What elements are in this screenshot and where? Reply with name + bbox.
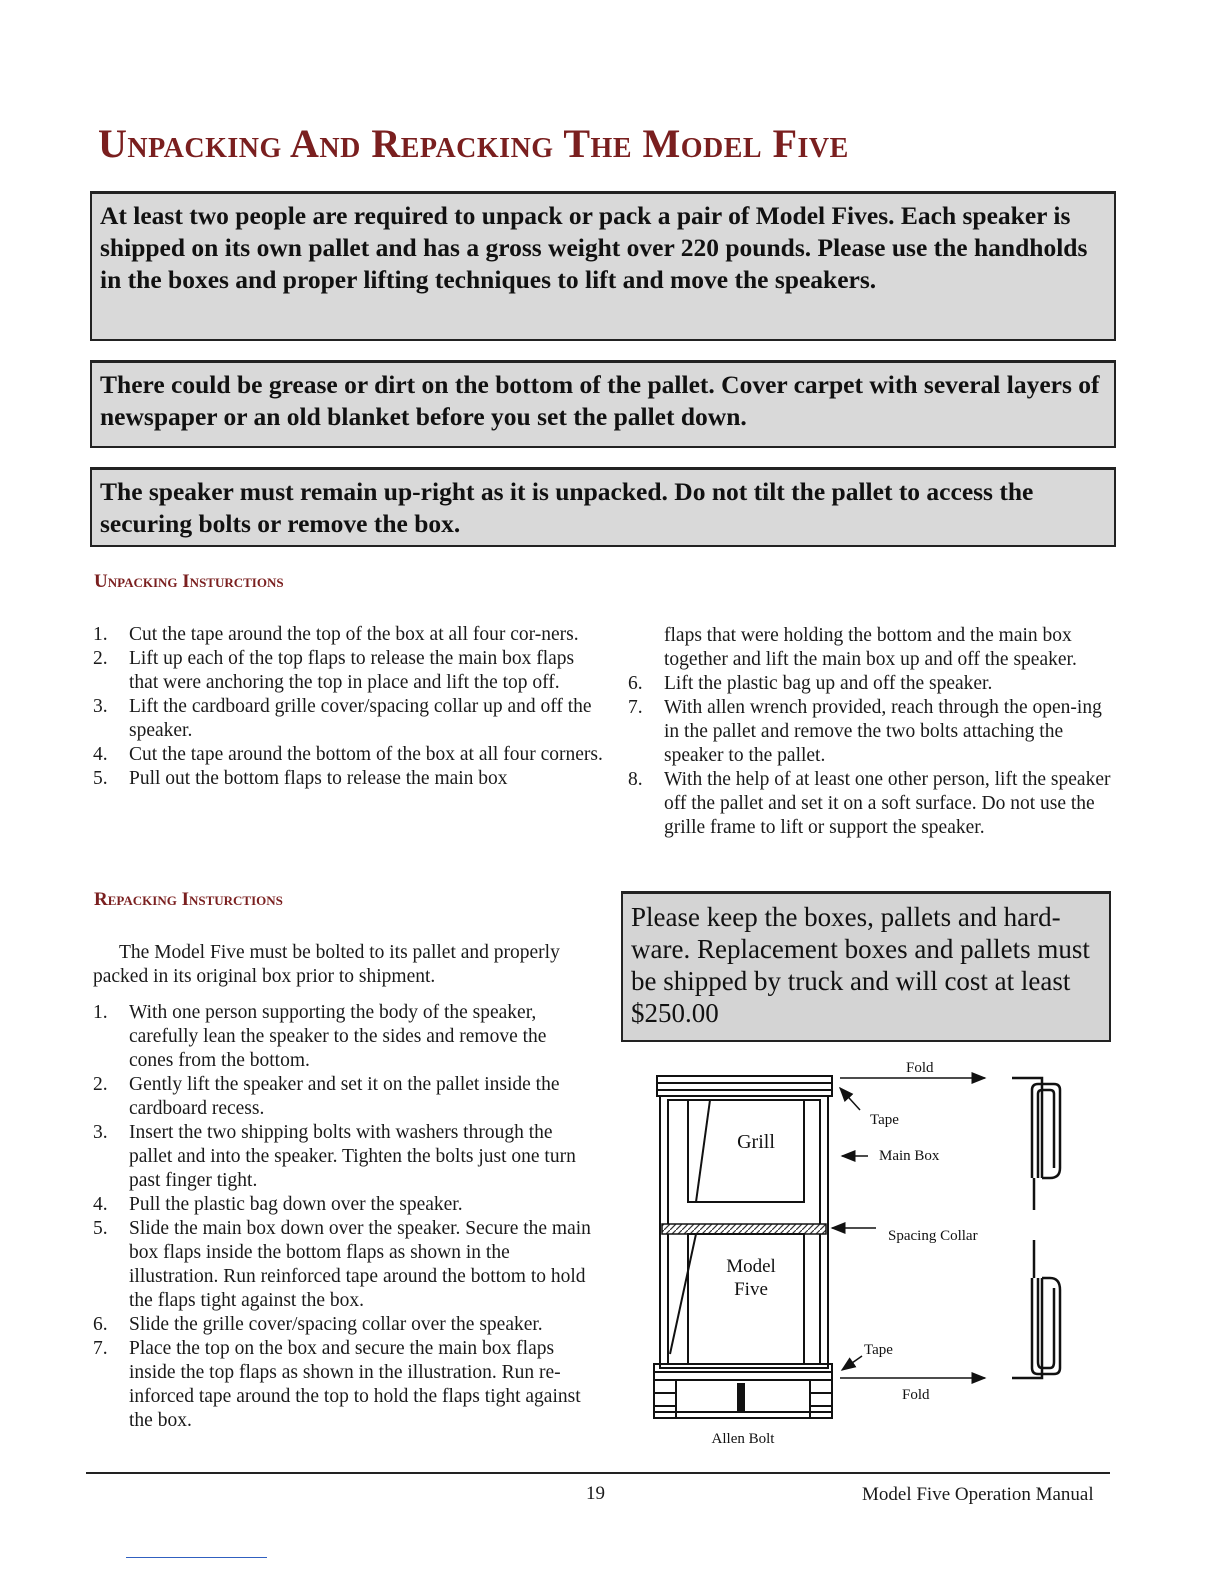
- step-number: 5.: [93, 768, 108, 789]
- allen-bolt-label: Allen Bolt: [711, 1431, 775, 1447]
- box-top: [657, 1076, 832, 1096]
- step-text: With one person supporting the body of the speaker, carefully lean the speaker to the sides and remove the cones from the bottom.: [129, 1002, 547, 1071]
- step-number: 4.: [93, 744, 108, 765]
- unpacking-step-5: [93, 767, 603, 791]
- step-number: 2.: [93, 648, 108, 669]
- speaker-edge: [670, 1234, 696, 1354]
- upright-warning: The speaker must remain up-right as it is unpacked. Do not tilt the pallet to access the securing bolts or remove the box.: [90, 467, 1116, 547]
- model-label: Model: [726, 1256, 776, 1277]
- step-number: 4.: [93, 1194, 108, 1215]
- lifting-warning: At least two people are required to unpack or pack a pair of Model Fives. Each speaker is shipped on its own pallet and has a gross weight over 220 pounds. Please use the handholds in the boxes and proper lifting techniques to lift and move the speakers.: [90, 191, 1116, 341]
- page-title: Unpacking And Repacking The Model Five: [98, 121, 849, 166]
- step-text: Place the top on the box and secure the main box flaps inside the top flaps as shown in the illustration. Run re-inforced tape around the top to hold the flaps tight against the box.: [129, 1338, 581, 1431]
- repacking-list: [93, 1001, 593, 1433]
- unpacking-step-1: [93, 623, 603, 647]
- step-number: 2.: [93, 1074, 108, 1095]
- page-number: 19: [586, 1483, 605, 1504]
- grill-label: Grill: [737, 1131, 775, 1153]
- unpacking-step-2: [93, 647, 603, 695]
- step-text: Lift the plastic bag up and off the speaker.: [664, 673, 993, 694]
- step-number: 6.: [93, 1314, 108, 1335]
- step-text: Cut the tape around the bottom of the box at all four corners.: [129, 744, 603, 765]
- fold-bottom-label: Fold: [902, 1387, 930, 1403]
- repacking-step-1: [93, 1001, 593, 1073]
- repacking-step-3: [93, 1121, 593, 1193]
- step-text: flaps that were holding the bottom and the main box together and lift the main box up and off the speaker.: [664, 625, 1077, 670]
- step-text: Insert the two shipping bolts with washers through the pallet and into the speaker. Tighten the bolts just one turn past finger tight.: [129, 1122, 576, 1191]
- tape-top-label: Tape: [870, 1112, 899, 1128]
- unpacking-step-5-continued: [628, 624, 1118, 672]
- step-text: Cut the tape around the top of the box at all four cor-ners.: [129, 624, 579, 645]
- step-text: Slide the grille cover/spacing collar over the speaker.: [129, 1314, 543, 1335]
- step-text: Lift up each of the top flaps to release the main box flaps that were anchoring the top in place and lift the top off.: [129, 648, 575, 693]
- step-text: Lift the cardboard grille cover/spacing collar up and off the speaker.: [129, 696, 592, 741]
- grease-warning: There could be grease or dirt on the bottom of the pallet. Cover carpet with several layers of newspaper or an old blanket before you set the pallet down.: [90, 360, 1116, 448]
- bottom-flap-detail: [1012, 1240, 1060, 1378]
- step-text: Slide the main box down over the speaker. Secure the main box flaps inside the bottom flaps as shown in the illustration. Run reinforced tape around the bottom to hold the flaps tight against the box.: [129, 1218, 591, 1311]
- spacing-collar: [662, 1224, 826, 1234]
- step-number: 3.: [93, 696, 108, 717]
- footer-rule: [86, 1472, 1110, 1474]
- unpacking-heading: Unpacking Insturctions: [94, 571, 284, 592]
- unpacking-step-7: [628, 696, 1118, 768]
- repacking-step-2: [93, 1073, 593, 1121]
- unpacking-step-8: [628, 768, 1118, 840]
- step-number: 1.: [93, 624, 108, 645]
- keep-boxes-notice: Please keep the boxes, pallets and hard-ware. Replacement boxes and pallets must be shipped by truck and will cost at least $250.00: [621, 891, 1111, 1042]
- step-number: 7.: [628, 697, 643, 718]
- step-number: 5.: [93, 1218, 108, 1239]
- unpacking-step-6: [628, 672, 1118, 696]
- tape-top-arrow: [840, 1088, 860, 1110]
- step-number: 3.: [93, 1122, 108, 1143]
- grill-edge: [696, 1100, 710, 1202]
- step-number: 6.: [628, 673, 643, 694]
- repacking-step-4: [93, 1193, 593, 1217]
- spacing-collar-label: Spacing Collar: [888, 1228, 978, 1244]
- unpacking-step-3: [93, 695, 603, 743]
- fold-top-label: Fold: [906, 1060, 934, 1076]
- repacking-step-6: [93, 1313, 593, 1337]
- step-text: Pull the plastic bag down over the speaker.: [129, 1194, 463, 1215]
- repacking-heading: Repacking Insturctions: [94, 889, 283, 910]
- step-text: With the help of at least one other person, lift the speaker off the pallet and set it on a soft surface. Do not use the grille frame to lift or support the speaker.: [664, 769, 1111, 838]
- five-label: Five: [734, 1279, 768, 1300]
- unpacking-list-right: [628, 624, 1118, 840]
- top-flap-detail: [1012, 1078, 1060, 1210]
- unpacking-list-left: [93, 623, 603, 791]
- step-number: 7.: [93, 1338, 108, 1359]
- tape-bottom-label: Tape: [864, 1342, 893, 1358]
- tape-bottom-arrow: [842, 1356, 862, 1370]
- pallet: [654, 1364, 832, 1418]
- packing-diagram: [640, 1050, 1080, 1460]
- step-number: 8.: [628, 769, 643, 790]
- repacking-step-7: [93, 1337, 593, 1433]
- footer-manual-title: Model Five Operation Manual: [862, 1484, 1094, 1505]
- step-number: 1.: [93, 1002, 108, 1023]
- step-text: With allen wrench provided, reach through the open-ing in the pallet and remove the two bolts attaching the speaker to the pallet.: [664, 697, 1102, 766]
- scan-mark: [126, 1557, 267, 1558]
- step-text: Gently lift the speaker and set it on the pallet inside the cardboard recess.: [129, 1074, 560, 1119]
- main-box-label: Main Box: [879, 1148, 940, 1164]
- unpacking-step-4: [93, 743, 603, 767]
- step-text: Pull out the bottom flaps to release the main box: [129, 768, 508, 789]
- repacking-step-5: [93, 1217, 593, 1313]
- repacking-intro: The Model Five must be bolted to its pallet and properly packed in its original box prior to shipment.: [93, 942, 560, 987]
